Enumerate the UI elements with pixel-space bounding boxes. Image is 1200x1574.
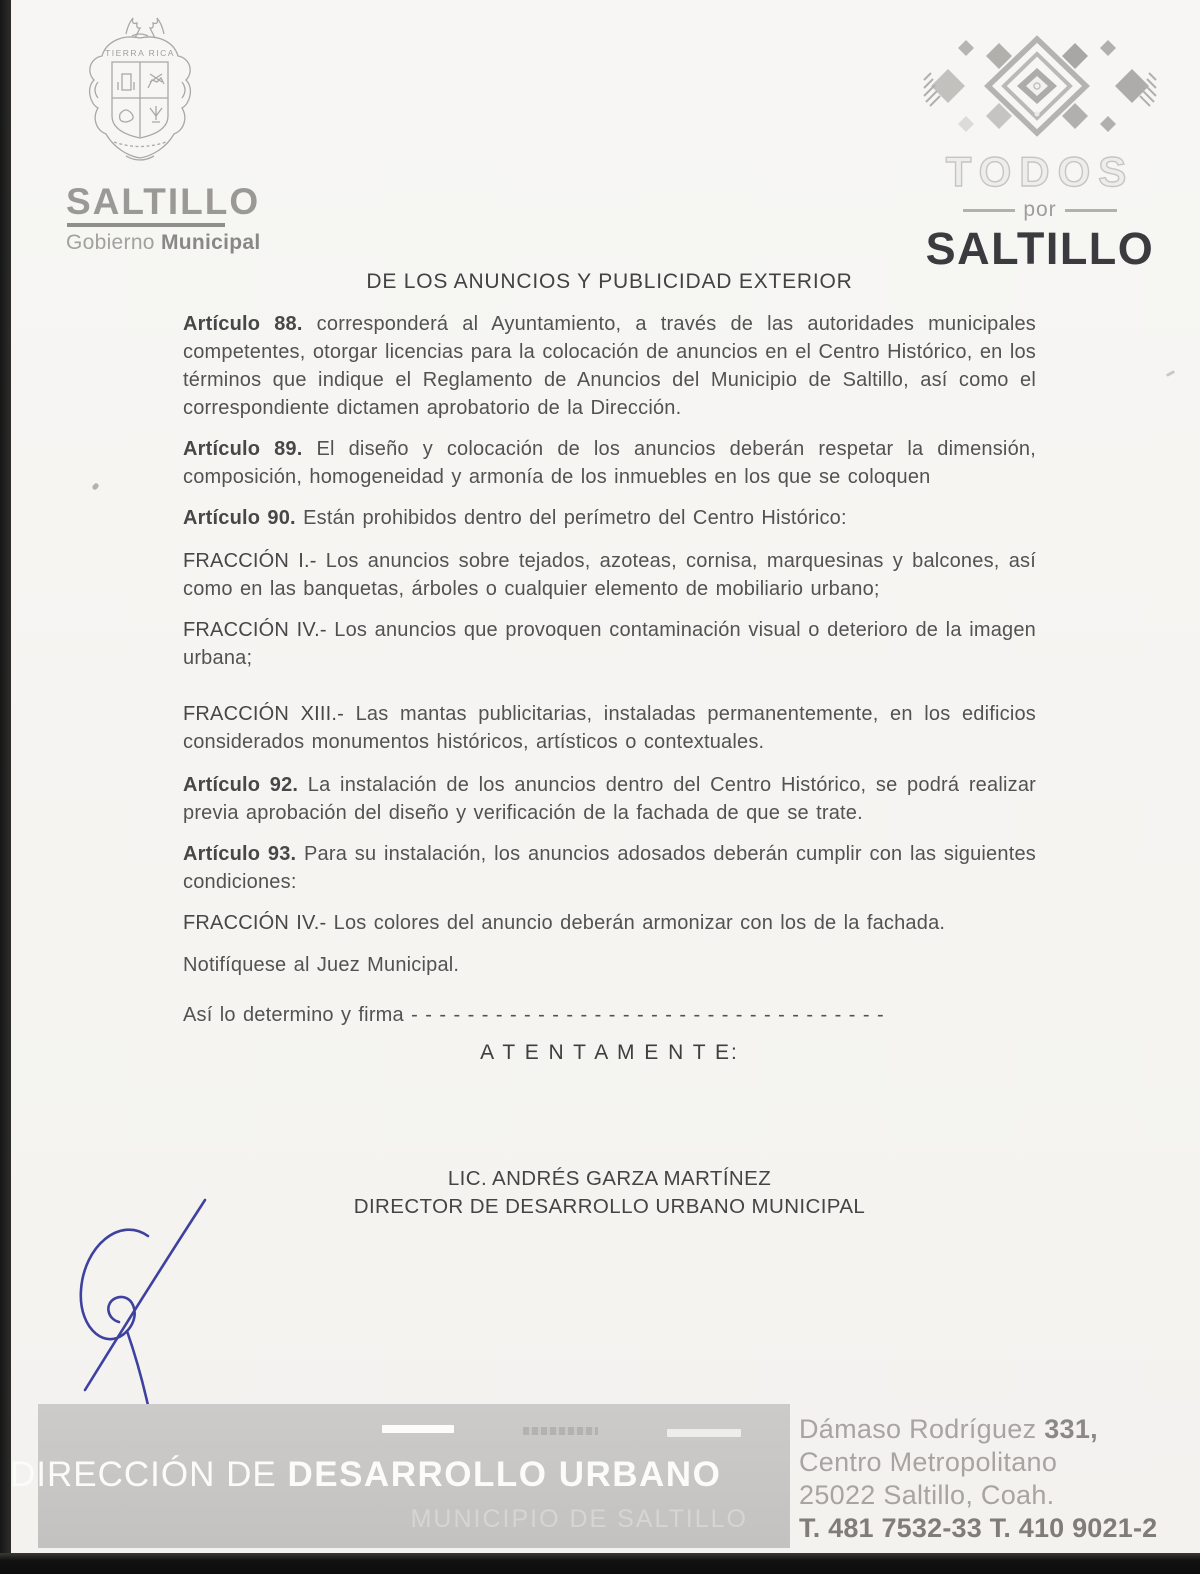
- campaign-logo-bottom-word: SALTILLO: [925, 223, 1155, 274]
- campaign-logo-divider: [915, 198, 1165, 222]
- signer-title: DIRECTOR DE DESARROLLO URBANO MUNICIPAL: [353, 1195, 866, 1218]
- article-text: El diseño y colocación de los anuncios deberán respetar la dimensión, composición, homogeneidad y armonía de los inmuebles en los que se coloquen: [183, 438, 1036, 488]
- campaign-logo-middle-word: por: [1023, 198, 1057, 221]
- divider-bar-right: [1065, 209, 1117, 212]
- scan-edge-bottom: [0, 1553, 1200, 1574]
- scan-speck: [1166, 370, 1175, 377]
- address-line-3: 25022 Saltillo, Coah.: [799, 1480, 1055, 1510]
- campaign-logo-top-word: TODOS: [945, 148, 1135, 195]
- address-line-1: [799, 1413, 1199, 1446]
- salutation: A T E N T A M E N T E:: [480, 1041, 739, 1064]
- article-text: corresponderá al Ayuntamiento, a través de las autoridades municipales competentes, otorgar licencias para la colocación de anuncios en el Centro Histórico, en los términos que indique el Reglamento de Anuncios del Municipio de Saltillo, así como el correspondiente dictamen aprobatorio de la Dirección.: [183, 313, 1036, 419]
- article-number: Artículo 89.: [183, 438, 303, 460]
- fraction-text: Los anuncios que provoquen contaminación visual o deterioro de la imagen urbana;: [183, 619, 1036, 669]
- address-line-2: Centro Metropolitano: [799, 1447, 1058, 1477]
- document-body: [183, 270, 1036, 1221]
- banner-accent-dash: [667, 1429, 741, 1437]
- crest-motto: TIERRA RICA: [105, 48, 175, 58]
- determination-text: Así lo determino y firma - - - - - - - - - - - - - - - - - - - - - - - - - - - - - - - - - -: [183, 1004, 884, 1026]
- saltillo-coat-of-arms-icon: [72, 10, 208, 172]
- paragraph-fraccion-13: [183, 700, 1036, 756]
- footer-address: [799, 1413, 1199, 1545]
- paragraph-fraccion-1: [183, 547, 1036, 603]
- fraction-number: FRACCIÓN IV.-: [183, 619, 327, 641]
- signer-name: LIC. ANDRÉS GARZA MARTÍNEZ: [447, 1167, 772, 1190]
- signature-block: [183, 1165, 1036, 1221]
- street-number: 331,: [1044, 1414, 1098, 1444]
- article-number: Artículo 90.: [183, 507, 296, 529]
- paragraph-articulo-88: [183, 310, 1036, 422]
- paragraph-articulo-90: [183, 504, 1036, 532]
- paragraph-fraccion-4b: [183, 909, 1036, 937]
- sarape-diamond-icon: [922, 28, 1158, 146]
- paragraph-articulo-89: [183, 435, 1036, 491]
- paragraph-notifiquese: [183, 951, 1036, 979]
- banner-prefix: DIRECCIÓN DE: [10, 1455, 288, 1494]
- article-number: Artículo 92.: [183, 774, 299, 796]
- paragraph-articulo-93: [183, 840, 1036, 896]
- article-text: La instalación de los anuncios dentro del Centro Histórico, se podrá realizar previa aprobación del diseño y verificación de la fachada de que se trate.: [183, 774, 1036, 824]
- fraction-text: Los colores del anuncio deberán armonizar con los de la fachada.: [326, 912, 946, 934]
- fraction-number: FRACCIÓN I.-: [183, 550, 317, 572]
- fraction-text: Las mantas publicitarias, instaladas permanentemente, en los edificios considerados monumentos históricos, artísticos o contextuales.: [183, 703, 1037, 753]
- article-number: Artículo 88.: [183, 313, 303, 335]
- paragraph-articulo-92: [183, 771, 1036, 827]
- document-title: DE LOS ANUNCIOS Y PUBLICIDAD EXTERIOR: [366, 270, 853, 293]
- municipal-logo-name: SALTILLO: [66, 181, 261, 222]
- subtitle-bold: Municipal: [160, 231, 261, 254]
- article-text: Para su instalación, los anuncios adosados deberán cumplir con las siguientes condiciones:: [183, 843, 1036, 893]
- street: Dámaso Rodríguez: [799, 1414, 1045, 1444]
- fraction-number: FRACCIÓN XIII.-: [183, 703, 345, 725]
- paragraph-determino-firma: [183, 1001, 1036, 1029]
- department-banner-subtitle: MUNICIPIO DE SALTILLO: [410, 1505, 748, 1533]
- fraction-number: FRACCIÓN IV.-: [183, 912, 327, 934]
- article-text: Están prohibidos dentro del perímetro del Centro Histórico:: [295, 507, 847, 529]
- scan-speck: [91, 482, 99, 491]
- department-banner-title: [10, 1455, 750, 1495]
- municipal-logo: [66, 183, 260, 253]
- campaign-logo: [915, 28, 1165, 275]
- notice-text: Notifíquese al Juez Municipal.: [183, 954, 460, 976]
- scan-edge-left: [0, 0, 11, 1574]
- banner-accent-dash: [382, 1425, 454, 1433]
- paragraph-fraccion-4: [183, 616, 1036, 672]
- subtitle-regular: Gobierno: [66, 231, 161, 254]
- banner-accent-dash: [523, 1427, 598, 1435]
- divider-bar-left: [963, 209, 1015, 212]
- fraction-text: Los anuncios sobre tejados, azoteas, cornisa, marquesinas y balcones, así como en las banquetas, árboles o cualquier elemento de mobiliario urbano;: [183, 550, 1036, 600]
- municipal-logo-rule: [67, 223, 225, 227]
- municipal-logo-subtitle: [66, 232, 260, 253]
- address-phones: T. 481 7532-33 T. 410 9021-2: [799, 1513, 1158, 1543]
- article-number: Artículo 93.: [183, 843, 297, 865]
- banner-emphasis: DESARROLLO URBANO: [287, 1455, 722, 1494]
